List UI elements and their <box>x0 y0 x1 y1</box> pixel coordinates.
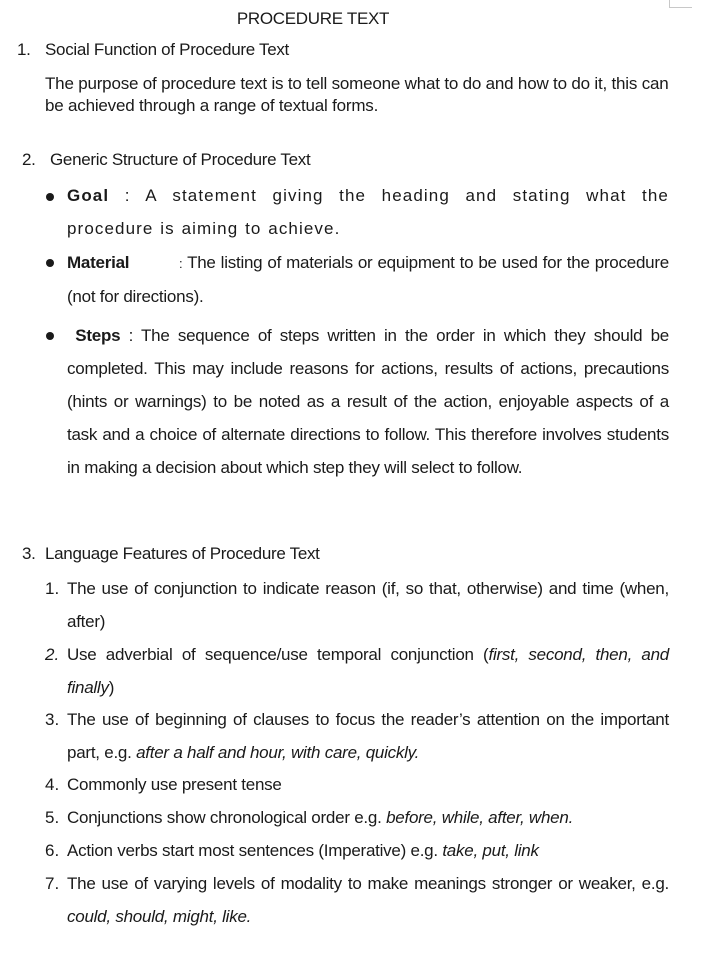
bullet-label: Steps <box>75 326 121 345</box>
bullet-item-goal <box>67 179 669 245</box>
section-number: 1. <box>17 40 31 59</box>
bullet-text: The sequence of steps written in the order in which they should be completed. This may include reasons for actions, results of actions, precautions (hints or warnings) to be noted as a result of the action, enjoyable aspects of a task and a choice of alternate directions to follow. This therefore involves students in making a decision about which step they will select to follow. <box>67 326 669 477</box>
list-item-number: 2. <box>45 645 60 664</box>
bullet-icon <box>46 259 54 267</box>
list-item-number: 6. <box>45 841 60 860</box>
bullet-colon: : <box>179 256 183 271</box>
list-item-text: Use adverbial of sequence/use temporal conjunction ( <box>67 645 489 664</box>
bullet-text: The listing of materials or equipment to be used for the procedure (not for directions). <box>67 253 669 306</box>
list-item-text: Conjunctions show chronological order e.g. <box>67 808 387 827</box>
section-number: 2. <box>22 150 36 169</box>
section-1-paragraph: The purpose of procedure text is to tell someone what to do and how to do it, this can be achieved through a range of textual forms. <box>45 74 669 115</box>
list-item-number: 3. <box>45 710 60 729</box>
bullet-separator: : <box>109 186 146 205</box>
bullet-label: Goal <box>67 186 110 205</box>
bullet-item-steps <box>67 319 669 484</box>
section-3-heading <box>22 544 320 564</box>
bullet-icon <box>46 332 54 340</box>
section-title: Language Features of Procedure Text <box>45 544 320 563</box>
list-item <box>67 867 669 933</box>
list-item <box>67 801 669 834</box>
list-item-italic: first, second, then, and finally <box>67 645 669 697</box>
section-1-heading <box>17 40 289 60</box>
list-item <box>67 638 669 704</box>
list-item: Commonly use present tense <box>67 775 282 794</box>
section-title: Generic Structure of Procedure Text <box>50 150 311 169</box>
list-item-italic: before, while, after, when. <box>386 808 574 827</box>
section-number: 3. <box>22 544 36 563</box>
list-item-text: ) <box>108 678 115 697</box>
list-item <box>67 703 669 769</box>
list-item-italic: after a half and hour, with care, quickly. <box>136 743 420 762</box>
list-item-italic: could, should, might, like. <box>67 907 252 926</box>
list-item-text: The use of beginning of clauses to focus the reader’s attention on the important part, e.g. <box>67 710 669 762</box>
list-item-number: 5. <box>45 808 60 827</box>
bullet-separator: : <box>120 326 142 345</box>
list-item-number: 7. <box>45 874 60 893</box>
list-item-text: Action verbs start most sentences (Imperative) e.g. <box>67 841 443 860</box>
bullet-text: A statement giving the heading and stating what the procedure is aiming to achieve. <box>67 186 669 238</box>
list-item <box>67 834 669 867</box>
section-2-heading <box>22 150 310 170</box>
bullet-icon <box>46 193 54 201</box>
page-corner-mark <box>669 0 692 8</box>
bullet-item-material <box>67 246 669 313</box>
list-item-number: 4. <box>45 775 60 794</box>
document-title: PROCEDURE TEXT <box>236 9 390 28</box>
list-item-italic: take, put, link <box>442 841 539 860</box>
section-title: Social Function of Procedure Text <box>45 40 289 59</box>
list-item-text: The use of varying levels of modality to make meanings stronger or weaker, e.g. <box>67 874 669 893</box>
list-item-number: 1. <box>45 579 60 598</box>
list-item: The use of conjunction to indicate reason (if, so that, otherwise) and time (when, after) <box>67 579 669 631</box>
bullet-label: Material <box>67 253 130 272</box>
